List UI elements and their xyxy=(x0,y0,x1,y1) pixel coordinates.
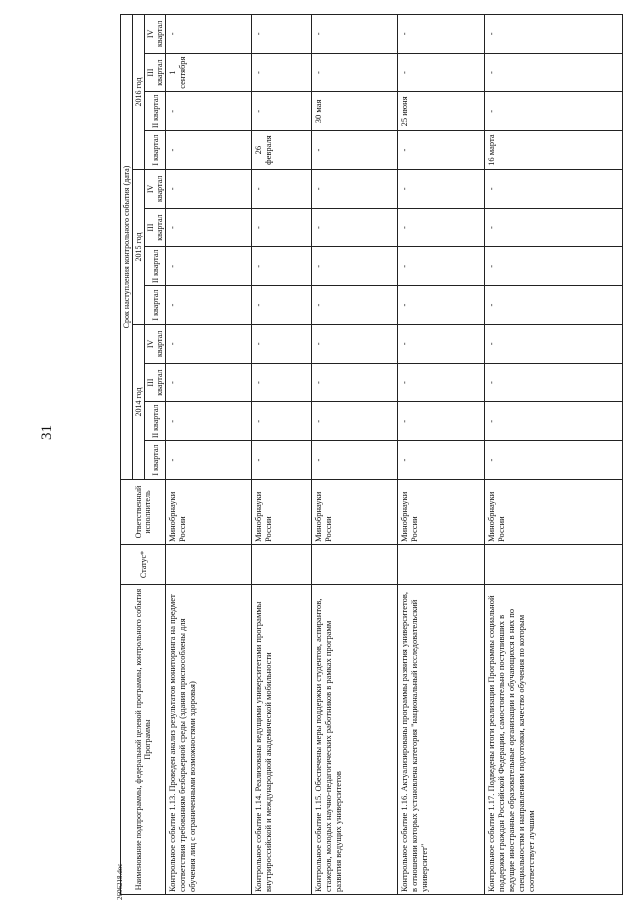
event-date-cell: - xyxy=(398,286,484,325)
event-date-cell: - xyxy=(484,14,622,53)
header-quarter: I квартал xyxy=(145,441,166,480)
table-row xyxy=(312,14,398,894)
event-date-cell: - xyxy=(398,53,484,92)
table-row xyxy=(484,14,622,894)
table-row xyxy=(166,14,252,894)
event-date-cell: - xyxy=(398,208,484,247)
event-date-cell: - xyxy=(252,325,312,364)
event-status xyxy=(484,545,622,585)
event-name: Контрольное событие 1.15. Обеспечены меры поддержки студентов, аспирантов, стажеров, молодых научно-педагогических работников в рамках программ развития ведущих университетов xyxy=(312,585,398,895)
event-date-cell: 30 мая xyxy=(312,92,398,131)
event-date-cell: - xyxy=(312,131,398,170)
header-year-2015: 2015 год xyxy=(133,170,145,325)
table-row xyxy=(398,14,484,894)
event-executor: Минобрнауки России xyxy=(312,480,398,545)
event-status xyxy=(312,545,398,585)
event-date-cell: - xyxy=(484,325,622,364)
event-date-cell: 26 февраля xyxy=(252,131,312,170)
event-date-cell: - xyxy=(398,14,484,53)
control-events-table xyxy=(120,14,623,895)
event-date-cell: - xyxy=(166,170,252,209)
event-date-cell: - xyxy=(166,92,252,131)
event-date-cell: - xyxy=(252,402,312,441)
event-date-cell: - xyxy=(252,170,312,209)
event-date-cell: - xyxy=(484,208,622,247)
event-date-cell: - xyxy=(484,247,622,286)
event-date-cell: - xyxy=(312,53,398,92)
header-quarter: III квартал xyxy=(145,363,166,402)
event-executor: Минобрнауки России xyxy=(398,480,484,545)
event-date-cell: - xyxy=(252,363,312,402)
header-quarter: I квартал xyxy=(145,286,166,325)
event-name: Контрольное событие 1.14. Реализованы ведущими университетами программы внутрироссийской и международной академической мобильности xyxy=(252,585,312,895)
event-date-cell: - xyxy=(312,363,398,402)
event-name: Контрольное событие 1.13. Проведен анализ результатов мониторинга на предмет соответствия требованиям безбарьерной среды (здания приспособлены для обучения лиц с ограниченными возможностями здоровья) xyxy=(166,585,252,895)
event-status xyxy=(398,545,484,585)
event-date-cell: - xyxy=(252,14,312,53)
footer-file-name: 2606218.doc xyxy=(116,863,124,900)
table-row xyxy=(252,14,312,894)
event-executor: Минобрнауки России xyxy=(166,480,252,545)
event-date-cell: - xyxy=(398,363,484,402)
event-date-cell: - xyxy=(166,402,252,441)
event-date-cell: - xyxy=(166,286,252,325)
event-date-cell: - xyxy=(166,363,252,402)
event-date-cell: - xyxy=(398,131,484,170)
header-deadline: Срок наступления контрольного события (дата) xyxy=(121,14,133,479)
event-date-cell: - xyxy=(166,131,252,170)
event-status xyxy=(252,545,312,585)
event-status xyxy=(166,545,252,585)
header-executor: Ответственный исполнитель xyxy=(121,480,166,545)
event-date-cell: - xyxy=(484,286,622,325)
event-executor: Минобрнауки России xyxy=(484,480,622,545)
event-date-cell: - xyxy=(484,363,622,402)
header-quarter: IV квартал xyxy=(145,325,166,364)
event-date-cell: - xyxy=(252,247,312,286)
event-date-cell: - xyxy=(484,441,622,480)
header-quarter: IV квартал xyxy=(145,170,166,209)
event-date-cell: - xyxy=(166,14,252,53)
event-executor: Минобрнауки России xyxy=(252,480,312,545)
header-quarter: IV квартал xyxy=(145,14,166,53)
event-date-cell: - xyxy=(252,92,312,131)
event-date-cell: - xyxy=(484,53,622,92)
event-date-cell: - xyxy=(312,441,398,480)
event-date-cell: - xyxy=(312,208,398,247)
event-date-cell: - xyxy=(484,170,622,209)
event-date-cell: - xyxy=(252,208,312,247)
header-quarter: III квартал xyxy=(145,208,166,247)
event-date-cell: - xyxy=(166,441,252,480)
event-date-cell: 16 марта xyxy=(484,131,622,170)
event-date-cell: - xyxy=(398,247,484,286)
event-date-cell: - xyxy=(398,170,484,209)
event-date-cell: - xyxy=(398,325,484,364)
event-date-cell: - xyxy=(484,92,622,131)
event-name: Контрольное событие 1.16. Актуализированы программы развития университетов, в отношении которых установлена категория "национальный исследовательский университет" xyxy=(398,585,484,895)
event-date-cell: - xyxy=(312,247,398,286)
event-date-cell: - xyxy=(166,208,252,247)
header-quarter: II квартал xyxy=(145,92,166,131)
event-date-cell: - xyxy=(312,170,398,209)
header-name: Наименование подпрограммы, федеральной целевой программы, контрольного события Программы xyxy=(121,585,166,895)
event-date-cell: - xyxy=(166,325,252,364)
event-date-cell: 1 сентября xyxy=(166,53,252,92)
event-name: Контрольное событие 1.17. Подведены итоги реализации Программы социальной поддержки граждан Российской Федерации, самостоятельно поступивших в ведущие иностранные образовательные организации и обучающихся в них по специальностям и направлениям подготовки, качество обучения по которым соответствует лучшим xyxy=(484,585,622,895)
event-date-cell: - xyxy=(252,286,312,325)
event-date-cell: - xyxy=(398,441,484,480)
header-status: Статус* xyxy=(121,545,166,585)
event-date-cell: 25 июня xyxy=(398,92,484,131)
event-date-cell: - xyxy=(166,247,252,286)
event-date-cell: - xyxy=(312,325,398,364)
header-quarter: I квартал xyxy=(145,131,166,170)
header-quarter: III квартал xyxy=(145,53,166,92)
header-quarter: II квартал xyxy=(145,402,166,441)
event-date-cell: - xyxy=(252,441,312,480)
header-year-2014: 2014 год xyxy=(133,325,145,480)
event-date-cell: - xyxy=(398,402,484,441)
event-date-cell: - xyxy=(252,53,312,92)
event-date-cell: - xyxy=(312,14,398,53)
event-date-cell: - xyxy=(484,402,622,441)
page-number: 31 xyxy=(39,425,55,440)
header-year-2016: 2016 год xyxy=(133,14,145,169)
event-date-cell: - xyxy=(312,286,398,325)
event-date-cell: - xyxy=(312,402,398,441)
header-quarter: II квартал xyxy=(145,247,166,286)
